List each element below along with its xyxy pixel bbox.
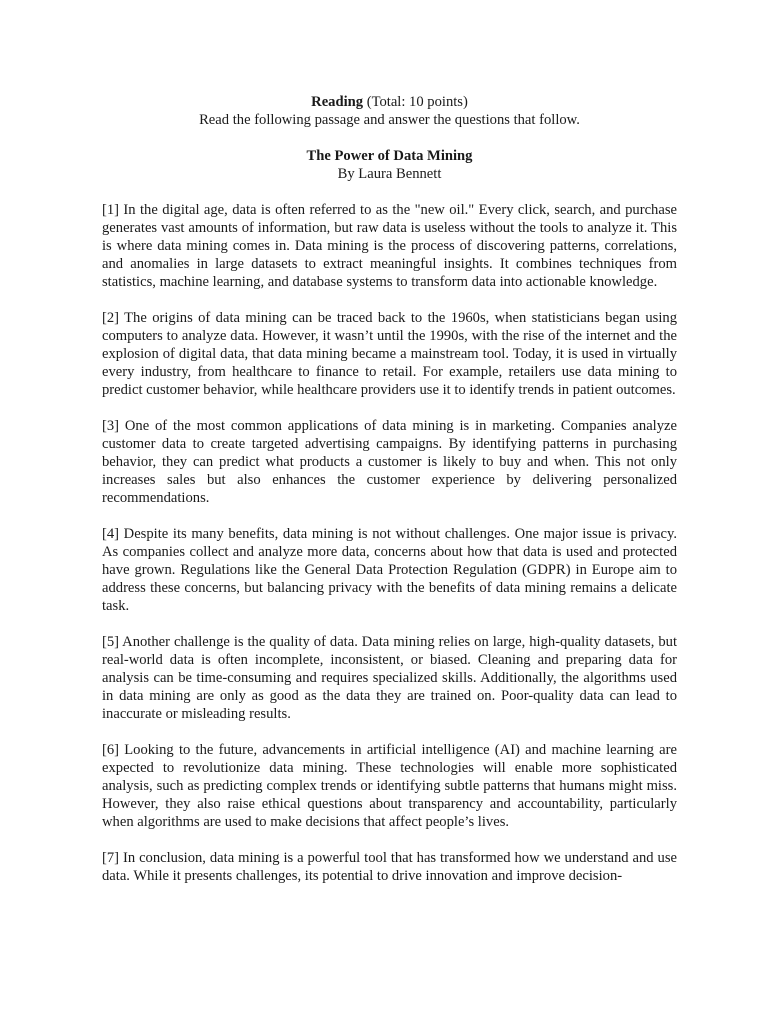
paragraph-7: [7] In conclusion, data mining is a powerful tool that has transformed how we understand and use data. While it presents challenges, its potential to drive innovation and improve decision- [102, 850, 677, 884]
article-byline: By Laura Bennett [337, 166, 442, 182]
paragraph-5: [5] Another challenge is the quality of data. Data mining relies on large, high-quality datasets, but real-world data is often incomplete, inconsistent, or biased. Cleaning and preparing data for analysis can be time-consuming and requires specialized skills. Additionally, the algorithms used in data mining are only as good as the data they are trained on. Poor-quality data can lead to inaccurate or misleading results. [102, 634, 677, 722]
document-content [102, 93, 677, 885]
paragraph-1: [1] In the digital age, data is often referred to as the "new oil." Every click, search, and purchase generates vast amounts of information, but raw data is useless without the tools to analyze it. This is where data mining comes in. Data mining is the process of discovering patterns, correlations, and anomalies in large datasets to extract meaningful insights. It combines techniques from statistics, machine learning, and database systems to transform data into actionable knowledge. [102, 202, 677, 290]
points-note: (Total: 10 points) [366, 94, 468, 110]
article-header [102, 147, 677, 183]
section-label: Reading [311, 94, 364, 110]
paragraph-6: [6] Looking to the future, advancements in artificial intelligence (AI) and machine learning are expected to revolutionize data mining. These technologies will enable more sophisticated analysis, such as predicting complex trends or identifying subtle patterns that humans might miss. However, they also raise ethical questions about transparency and accountability, particularly when algorithms are used to make decisions that affect people’s lives. [102, 742, 677, 830]
instructions: Read the following passage and answer the questions that follow. [199, 112, 580, 128]
section-heading-line [102, 93, 677, 111]
paragraph-2: [2] The origins of data mining can be traced back to the 1960s, when statisticians began using computers to analyze data. However, it wasn’t until the 1990s, with the rise of the internet and the explosion of digital data, that data mining became a mainstream tool. Today, it is used in virtually every industry, from healthcare to finance to retail. For example, retailers use data mining to predict customer behavior, while healthcare providers use it to identify trends in patient outcomes. [102, 310, 677, 398]
paragraph-3: [3] One of the most common applications of data mining is in marketing. Companies analyze customer data to create targeted advertising campaigns. By identifying patterns in purchasing behavior, they can predict what products a customer is likely to buy and when. This not only increases sales but also enhances the customer experience by delivering personalized recommendations. [102, 418, 677, 506]
article-title: The Power of Data Mining [306, 148, 473, 164]
section-header [102, 93, 677, 129]
paragraph-4: [4] Despite its many benefits, data mining is not without challenges. One major issue is privacy. As companies collect and analyze more data, concerns about how that data is used and protected have grown. Regulations like the General Data Protection Regulation (GDPR) in Europe aim to address these concerns, but balancing privacy with the benefits of data mining remains a delicate task. [102, 526, 677, 614]
